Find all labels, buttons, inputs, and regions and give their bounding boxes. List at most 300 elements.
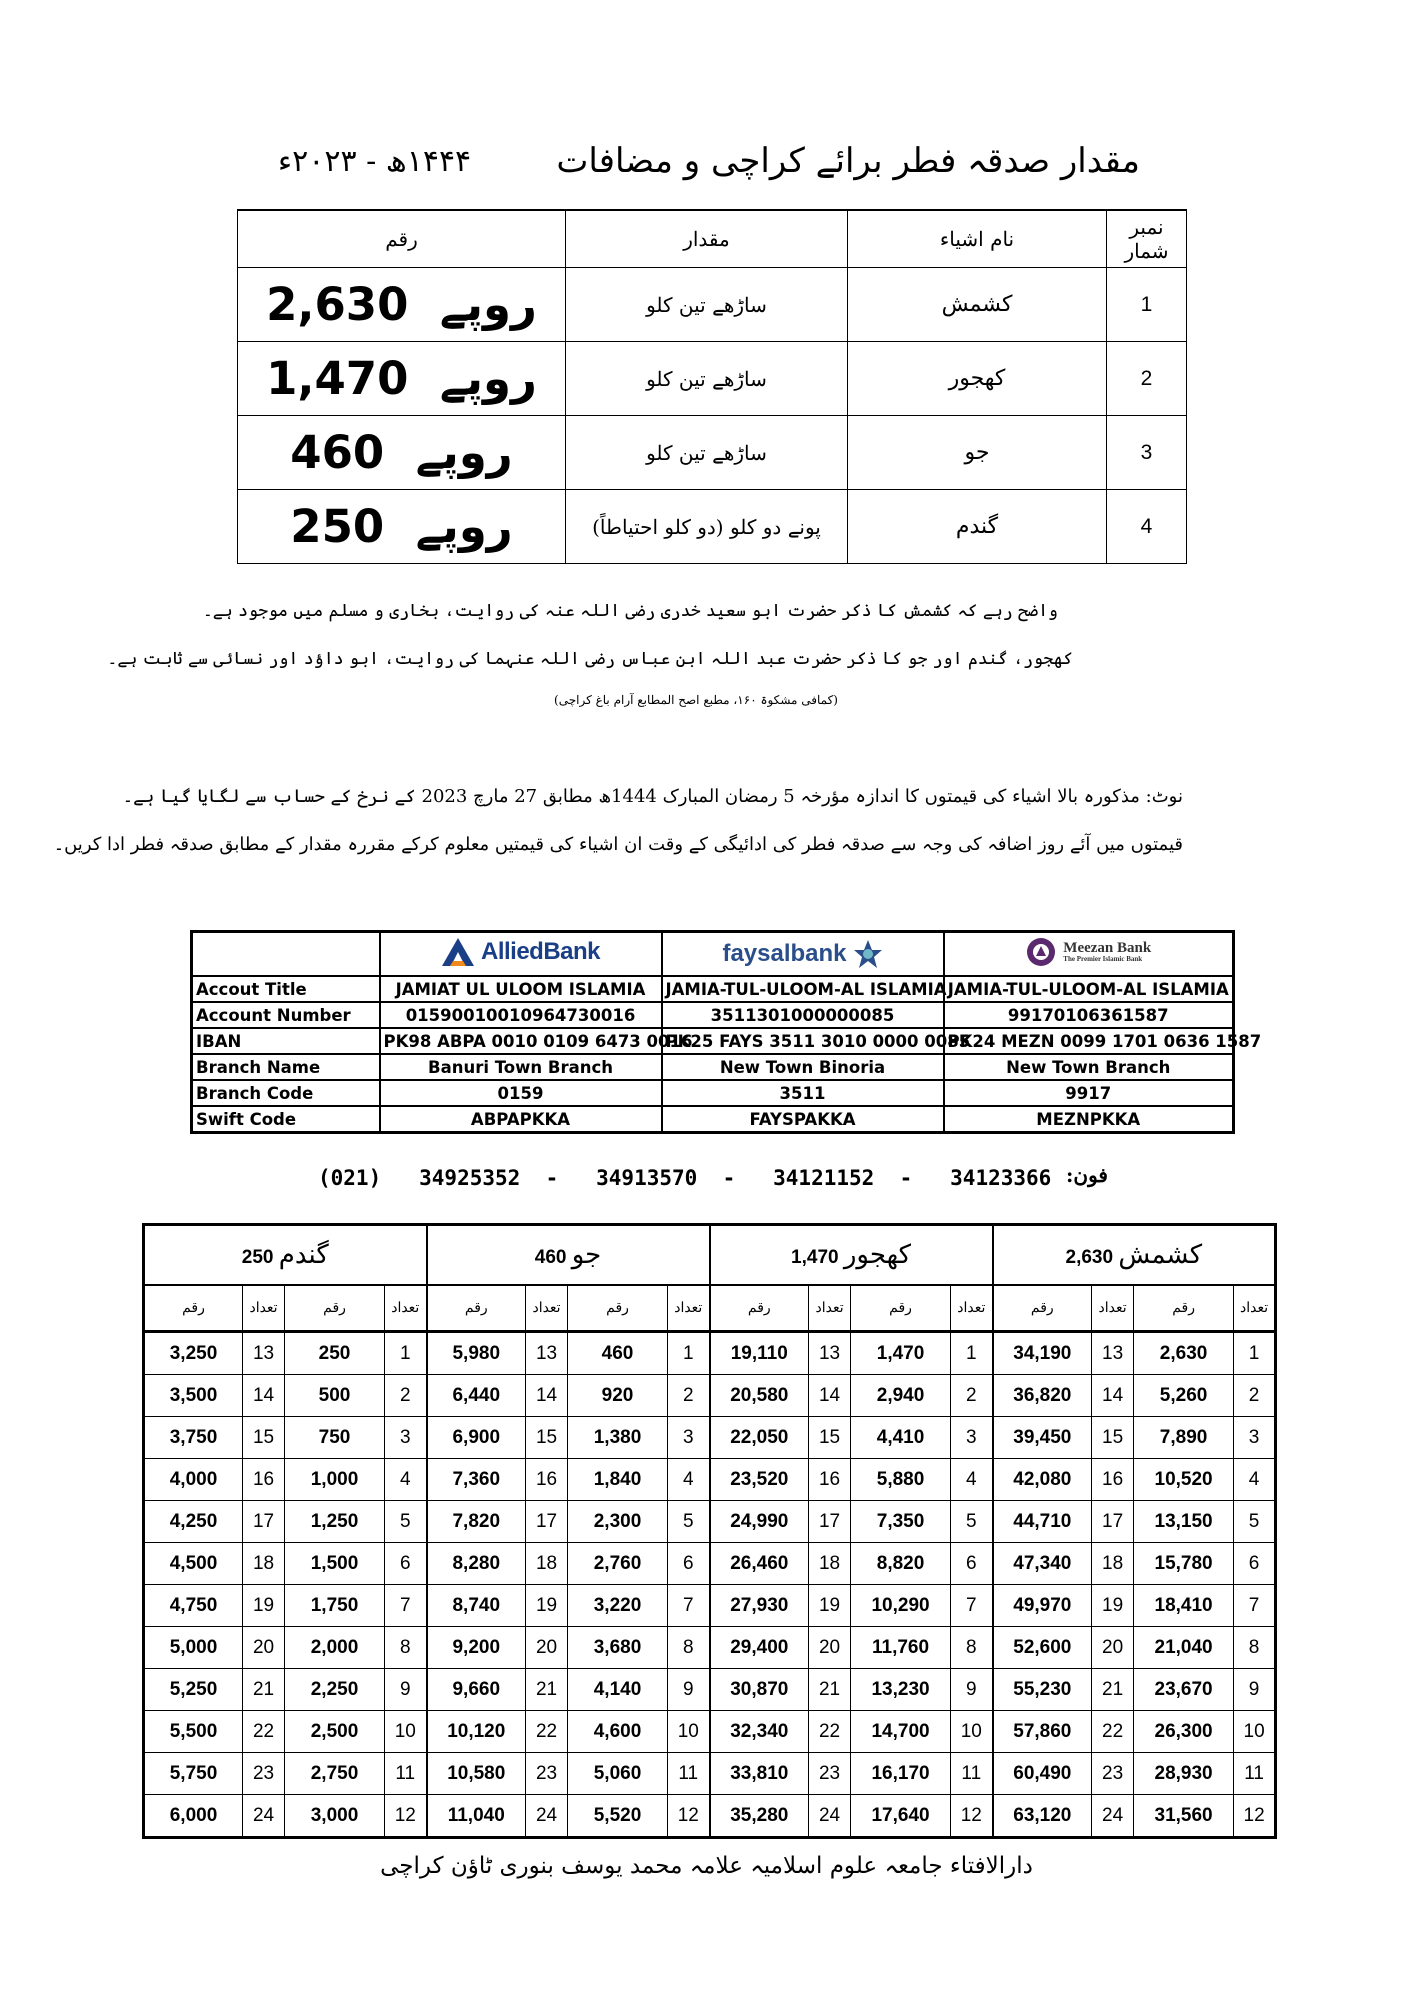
allied-value: PK98 ABPA 0010 0109 6473 0016 — [380, 1028, 662, 1054]
item-quantity: ساڑھے تین کلو — [566, 342, 848, 416]
count-cell: 7 — [668, 1585, 710, 1627]
amount-header: رقم — [144, 1285, 243, 1332]
count-cell: 1 — [951, 1332, 993, 1375]
meezan-value: PK24 MEZN 0099 1701 0636 1587 — [944, 1028, 1234, 1054]
amount-cell: 10,290 — [851, 1585, 951, 1627]
table-row — [144, 1417, 1276, 1459]
count-cell: 24 — [526, 1795, 568, 1838]
faysal-value: PK25 FAYS 3511 3010 0000 0085 — [662, 1028, 944, 1054]
amount-cell: 52,600 — [993, 1627, 1092, 1669]
amount-cell: 16,170 — [851, 1753, 951, 1795]
amount-cell: 5,250 — [144, 1669, 243, 1711]
amount-cell: 18,410 — [1134, 1585, 1234, 1627]
count-cell: 16 — [243, 1459, 285, 1501]
group-price: 460 — [534, 1247, 567, 1268]
count-cell: 10 — [1234, 1711, 1276, 1753]
table-row — [144, 1332, 1276, 1375]
amount-cell: 4,500 — [144, 1543, 243, 1585]
item-name: کھجور — [848, 342, 1107, 416]
amount-cell: 42,080 — [993, 1459, 1092, 1501]
count-cell: 22 — [526, 1711, 568, 1753]
amount-cell: 60,490 — [993, 1753, 1092, 1795]
bank-row — [192, 1106, 1234, 1133]
amount-cell: 2,300 — [568, 1501, 668, 1543]
count-cell: 22 — [809, 1711, 851, 1753]
amount-cell: 6,900 — [427, 1417, 526, 1459]
allied-value: JAMIAT UL ULOOM ISLAMIA — [380, 976, 662, 1002]
faysal-star-icon — [853, 939, 883, 969]
allied-a-icon — [441, 937, 475, 967]
count-cell: 3 — [385, 1417, 427, 1459]
amount-cell: 8,740 — [427, 1585, 526, 1627]
count-cell: 13 — [243, 1332, 285, 1375]
count-cell: 19 — [809, 1585, 851, 1627]
amount-cell: 36,820 — [993, 1375, 1092, 1417]
amount-cell: 63,120 — [993, 1795, 1092, 1838]
count-cell: 12 — [1234, 1795, 1276, 1838]
amount-cell: 19,110 — [710, 1332, 809, 1375]
group-name: گندم — [278, 1240, 329, 1270]
count-cell: 13 — [809, 1332, 851, 1375]
items-row — [238, 416, 1187, 490]
count-cell: 15 — [1092, 1417, 1134, 1459]
note-dates-wheat-barley-reference: کھجور، گندم اور جو کا ذکر حضرت عبد اللہ ابن عباس رضی اللہ عنہما کی روایت، ابو داؤد اور نسائی سے ثابت ہے۔ — [107, 649, 1073, 669]
count-cell: 24 — [809, 1795, 851, 1838]
count-cell: 23 — [526, 1753, 568, 1795]
count-header: تعداد — [385, 1285, 427, 1332]
bank-row — [192, 976, 1234, 1002]
bank-logo-row — [192, 932, 1234, 977]
table-row — [144, 1753, 1276, 1795]
currency-label: روپے — [415, 500, 513, 553]
faysal-value: 3511301000000085 — [662, 1002, 944, 1028]
amount-header: رقم — [568, 1285, 668, 1332]
header-quantity: مقدار — [566, 210, 848, 268]
amount-cell: 13,150 — [1134, 1501, 1234, 1543]
count-cell: 19 — [243, 1585, 285, 1627]
amount-cell: 17,640 — [851, 1795, 951, 1838]
count-cell: 11 — [1234, 1753, 1276, 1795]
count-cell: 16 — [526, 1459, 568, 1501]
count-cell: 7 — [385, 1585, 427, 1627]
meezan-bank-logo-cell — [944, 932, 1234, 977]
amount-cell: 7,350 — [851, 1501, 951, 1543]
group-price: 1,470 — [791, 1247, 839, 1268]
allied-value: ABPAPKKA — [380, 1106, 662, 1133]
allied-value: 01590010010964730016 — [380, 1002, 662, 1028]
amount-cell: 6,440 — [427, 1375, 526, 1417]
amount-cell: 7,360 — [427, 1459, 526, 1501]
count-cell: 1 — [668, 1332, 710, 1375]
amount-cell: 1,000 — [285, 1459, 385, 1501]
amount-cell: 1,250 — [285, 1501, 385, 1543]
count-cell: 15 — [809, 1417, 851, 1459]
amount-cell: 2,500 — [285, 1711, 385, 1753]
count-cell: 11 — [668, 1753, 710, 1795]
group-header — [993, 1225, 1276, 1286]
faysal-value: New Town Binoria — [662, 1054, 944, 1080]
table-row — [144, 1627, 1276, 1669]
amount-cell: 29,400 — [710, 1627, 809, 1669]
amount-cell: 26,300 — [1134, 1711, 1234, 1753]
amount-cell: 3,750 — [144, 1417, 243, 1459]
count-cell: 9 — [668, 1669, 710, 1711]
amount-cell: 9,200 — [427, 1627, 526, 1669]
count-cell: 4 — [668, 1459, 710, 1501]
bank-row-label: IBAN — [192, 1028, 380, 1054]
count-cell: 21 — [1092, 1669, 1134, 1711]
count-cell: 10 — [668, 1711, 710, 1753]
item-serial: 1 — [1107, 268, 1187, 342]
item-quantity: پونے دو کلو (دو کلو احتیاطاً) — [566, 490, 848, 564]
amount-cell: 9,660 — [427, 1669, 526, 1711]
amount-cell: 5,260 — [1134, 1375, 1234, 1417]
amount-cell: 39,450 — [993, 1417, 1092, 1459]
count-cell: 3 — [668, 1417, 710, 1459]
header-amount: رقم — [238, 210, 566, 268]
meezan-value: JAMIA-TUL-ULOOM-AL ISLAMIA — [944, 976, 1234, 1002]
page-title — [240, 140, 1140, 190]
count-cell: 14 — [1092, 1375, 1134, 1417]
amount-cell: 8,820 — [851, 1543, 951, 1585]
amount-cell: 5,750 — [144, 1753, 243, 1795]
group-header — [427, 1225, 710, 1286]
amount-cell: 7,820 — [427, 1501, 526, 1543]
bank-row — [192, 1054, 1234, 1080]
count-cell: 5 — [668, 1501, 710, 1543]
amount-cell: 2,940 — [851, 1375, 951, 1417]
amount-cell: 30,870 — [710, 1669, 809, 1711]
footer-institution: دارالافتاء جامعہ علوم اسلامیہ علامہ محمد یوسف بنوری ٹاؤن کراچی — [380, 1853, 1033, 1879]
bank-row — [192, 1002, 1234, 1028]
count-cell: 10 — [951, 1711, 993, 1753]
table-row — [144, 1669, 1276, 1711]
faysal-bank-logo-text: faysalbank — [722, 940, 847, 967]
count-cell: 11 — [385, 1753, 427, 1795]
items-row — [238, 490, 1187, 564]
group-header — [710, 1225, 993, 1286]
amount-cell: 23,670 — [1134, 1669, 1234, 1711]
item-amount — [238, 416, 566, 490]
count-cell: 21 — [243, 1669, 285, 1711]
count-cell: 20 — [1092, 1627, 1134, 1669]
count-cell: 9 — [1234, 1669, 1276, 1711]
count-cell: 18 — [526, 1543, 568, 1585]
count-cell: 13 — [526, 1332, 568, 1375]
count-cell: 7 — [951, 1585, 993, 1627]
count-cell: 12 — [951, 1795, 993, 1838]
faysal-bank-logo-cell — [662, 932, 944, 977]
amount-header: رقم — [851, 1285, 951, 1332]
faysal-value: FAYSPAKKA — [662, 1106, 944, 1133]
count-cell: 15 — [243, 1417, 285, 1459]
item-serial: 2 — [1107, 342, 1187, 416]
allied-bank-logo-text: AlliedBank — [480, 938, 601, 965]
bank-accounts-table — [190, 930, 1262, 1134]
group-price: 250 — [241, 1247, 274, 1268]
items-header-row — [238, 210, 1187, 268]
amount-cell: 5,000 — [144, 1627, 243, 1669]
count-cell: 24 — [1092, 1795, 1134, 1838]
amount-cell: 20,580 — [710, 1375, 809, 1417]
amount-cell: 2,750 — [285, 1753, 385, 1795]
bank-row — [192, 1028, 1234, 1054]
note-raisin-reference: واضح رہے کہ کشمش کا ذکر حضرت ابو سعید خدری رضی اللہ عنہ کی روایت، بخاری و مسلم میں موجود ہے۔ — [202, 601, 1058, 621]
items-row — [238, 268, 1187, 342]
count-cell: 18 — [1092, 1543, 1134, 1585]
amount-cell: 3,250 — [144, 1332, 243, 1375]
count-cell: 6 — [951, 1543, 993, 1585]
note-price-date: نوٹ: مذکورہ بالا اشیاء کی قیمتوں کا اندازہ مؤرخہ 5 رمضان المبارک 1444ھ مطابق 27 مارچ 2023 کے نرخ کے حساب سے لگایا گیا ہے۔ — [122, 786, 1183, 807]
item-name: گندم — [848, 490, 1107, 564]
group-header — [144, 1225, 427, 1286]
count-cell: 17 — [243, 1501, 285, 1543]
multiples-table — [142, 1223, 1277, 1839]
count-cell: 15 — [526, 1417, 568, 1459]
items-row — [238, 342, 1187, 416]
amount-cell: 47,340 — [993, 1543, 1092, 1585]
amount-cell: 5,060 — [568, 1753, 668, 1795]
meezan-bank-logo — [1025, 936, 1151, 968]
amount-cell: 5,980 — [427, 1332, 526, 1375]
count-cell: 21 — [526, 1669, 568, 1711]
amount-cell: 5,880 — [851, 1459, 951, 1501]
amount-cell: 7,890 — [1134, 1417, 1234, 1459]
meezan-value: 99170106361587 — [944, 1002, 1234, 1028]
amount-cell: 3,680 — [568, 1627, 668, 1669]
amount-cell: 1,470 — [851, 1332, 951, 1375]
title-year: ۱۴۴۴ھ - ۲۰۲۳ء — [278, 144, 472, 179]
empty-cell — [192, 932, 380, 977]
count-cell: 17 — [526, 1501, 568, 1543]
count-cell: 4 — [385, 1459, 427, 1501]
count-header: تعداد — [1234, 1285, 1276, 1332]
item-quantity: ساڑھے تین کلو — [566, 268, 848, 342]
amount-cell: 4,140 — [568, 1669, 668, 1711]
count-cell: 6 — [385, 1543, 427, 1585]
count-cell: 2 — [1234, 1375, 1276, 1417]
count-cell: 1 — [1234, 1332, 1276, 1375]
count-cell: 21 — [809, 1669, 851, 1711]
phone-numbers: (021) 34925352 - 34913570 - 34121152 - 34123366 — [318, 1166, 1052, 1190]
count-cell: 14 — [526, 1375, 568, 1417]
count-header: تعداد — [526, 1285, 568, 1332]
group-name: جو — [571, 1240, 602, 1270]
count-header: تعداد — [243, 1285, 285, 1332]
phone-label: فون: — [1066, 1163, 1108, 1187]
item-name: کشمش — [848, 268, 1107, 342]
amount-cell: 11,760 — [851, 1627, 951, 1669]
count-cell: 24 — [243, 1795, 285, 1838]
count-cell: 19 — [526, 1585, 568, 1627]
amount-cell: 14,700 — [851, 1711, 951, 1753]
bank-row-label: Branch Name — [192, 1054, 380, 1080]
item-serial: 3 — [1107, 416, 1187, 490]
count-cell: 18 — [243, 1543, 285, 1585]
amount-cell: 250 — [285, 1332, 385, 1375]
count-cell: 5 — [951, 1501, 993, 1543]
table-row — [144, 1585, 1276, 1627]
amount-value: 1,470 — [266, 352, 409, 405]
count-cell: 3 — [1234, 1417, 1276, 1459]
count-cell: 17 — [809, 1501, 851, 1543]
count-cell: 12 — [385, 1795, 427, 1838]
group-header-row — [144, 1225, 1276, 1286]
count-header: تعداد — [951, 1285, 993, 1332]
count-cell: 17 — [1092, 1501, 1134, 1543]
count-cell: 2 — [668, 1375, 710, 1417]
bank-row — [192, 1080, 1234, 1106]
allied-value: 0159 — [380, 1080, 662, 1106]
amount-cell: 33,810 — [710, 1753, 809, 1795]
amount-cell: 23,520 — [710, 1459, 809, 1501]
amount-cell: 4,410 — [851, 1417, 951, 1459]
count-cell: 1 — [385, 1332, 427, 1375]
sub-header-row — [144, 1285, 1276, 1332]
count-cell: 18 — [809, 1543, 851, 1585]
amount-cell: 1,750 — [285, 1585, 385, 1627]
count-cell: 9 — [951, 1669, 993, 1711]
currency-label: روپے — [415, 426, 513, 479]
amount-cell: 24,990 — [710, 1501, 809, 1543]
title-main: مقدار صدقہ فطر برائے کراچی و مضافات — [556, 141, 1140, 181]
count-header: تعداد — [1092, 1285, 1134, 1332]
amount-cell: 32,340 — [710, 1711, 809, 1753]
count-cell: 20 — [526, 1627, 568, 1669]
faysal-value: JAMIA-TUL-ULOOM-AL ISLAMIA — [662, 976, 944, 1002]
amount-cell: 35,280 — [710, 1795, 809, 1838]
amount-cell: 1,500 — [285, 1543, 385, 1585]
count-cell: 16 — [809, 1459, 851, 1501]
amount-cell: 21,040 — [1134, 1627, 1234, 1669]
count-cell: 3 — [951, 1417, 993, 1459]
amount-cell: 3,500 — [144, 1375, 243, 1417]
amount-cell: 5,520 — [568, 1795, 668, 1838]
meezan-emblem-icon — [1025, 936, 1057, 968]
meezan-bank-logo-text: Meezan Bank — [1063, 940, 1152, 956]
count-cell: 9 — [385, 1669, 427, 1711]
count-cell: 23 — [809, 1753, 851, 1795]
amount-cell: 13,230 — [851, 1669, 951, 1711]
faysal-bank-logo — [722, 939, 882, 969]
table-row — [144, 1543, 1276, 1585]
item-amount — [238, 268, 566, 342]
allied-bank-logo-cell — [380, 932, 662, 977]
amount-cell: 10,520 — [1134, 1459, 1234, 1501]
amount-cell: 22,050 — [710, 1417, 809, 1459]
count-cell: 14 — [809, 1375, 851, 1417]
group-name: کشمش — [1118, 1240, 1203, 1270]
count-cell: 16 — [1092, 1459, 1134, 1501]
amount-cell: 10,120 — [427, 1711, 526, 1753]
amount-cell: 4,600 — [568, 1711, 668, 1753]
amount-cell: 27,930 — [710, 1585, 809, 1627]
amount-cell: 6,000 — [144, 1795, 243, 1838]
amount-cell: 10,580 — [427, 1753, 526, 1795]
allied-value: Banuri Town Branch — [380, 1054, 662, 1080]
phone-row — [318, 1163, 1108, 1196]
amount-header: رقم — [427, 1285, 526, 1332]
amount-cell: 4,000 — [144, 1459, 243, 1501]
amount-cell: 500 — [285, 1375, 385, 1417]
amount-cell: 1,380 — [568, 1417, 668, 1459]
bank-row-label: Swift Code — [192, 1106, 380, 1133]
amount-header: رقم — [285, 1285, 385, 1332]
amount-cell: 4,750 — [144, 1585, 243, 1627]
amount-cell: 44,710 — [993, 1501, 1092, 1543]
amount-cell: 11,040 — [427, 1795, 526, 1838]
count-cell: 13 — [1092, 1332, 1134, 1375]
amount-cell: 8,280 — [427, 1543, 526, 1585]
amount-header: رقم — [710, 1285, 809, 1332]
count-cell: 8 — [1234, 1627, 1276, 1669]
table-row — [144, 1711, 1276, 1753]
count-header: تعداد — [809, 1285, 851, 1332]
count-header: تعداد — [668, 1285, 710, 1332]
count-cell: 20 — [243, 1627, 285, 1669]
amount-cell: 5,500 — [144, 1711, 243, 1753]
amount-cell: 3,000 — [285, 1795, 385, 1838]
count-cell: 2 — [951, 1375, 993, 1417]
table-row — [144, 1375, 1276, 1417]
count-cell: 23 — [243, 1753, 285, 1795]
count-cell: 4 — [951, 1459, 993, 1501]
meezan-value: MEZNPKKA — [944, 1106, 1234, 1133]
item-name: جو — [848, 416, 1107, 490]
count-cell: 8 — [385, 1627, 427, 1669]
meezan-value: 9917 — [944, 1080, 1234, 1106]
bank-row-label: Accout Title — [192, 976, 380, 1002]
amount-cell: 26,460 — [710, 1543, 809, 1585]
amount-cell: 49,970 — [993, 1585, 1092, 1627]
count-cell: 8 — [668, 1627, 710, 1669]
amount-cell: 31,560 — [1134, 1795, 1234, 1838]
count-cell: 4 — [1234, 1459, 1276, 1501]
count-cell: 23 — [1092, 1753, 1134, 1795]
count-cell: 5 — [1234, 1501, 1276, 1543]
amount-cell: 2,630 — [1134, 1332, 1234, 1375]
item-amount — [238, 342, 566, 416]
count-cell: 5 — [385, 1501, 427, 1543]
group-price: 2,630 — [1065, 1247, 1114, 1268]
amount-cell: 750 — [285, 1417, 385, 1459]
items-table — [237, 209, 1187, 564]
amount-cell: 920 — [568, 1375, 668, 1417]
header-serial: نمبر شمار — [1107, 210, 1187, 268]
count-cell: 10 — [385, 1711, 427, 1753]
group-name: کھجور — [843, 1240, 912, 1270]
amount-value: 250 — [290, 500, 385, 553]
amount-cell: 55,230 — [993, 1669, 1092, 1711]
count-cell: 22 — [243, 1711, 285, 1753]
table-row — [144, 1459, 1276, 1501]
count-cell: 19 — [1092, 1585, 1134, 1627]
table-row — [144, 1501, 1276, 1543]
amount-header: رقم — [1134, 1285, 1234, 1332]
amount-header: رقم — [993, 1285, 1092, 1332]
bank-row-label: Branch Code — [192, 1080, 380, 1106]
amount-cell: 2,000 — [285, 1627, 385, 1669]
allied-bank-logo — [441, 937, 600, 967]
count-cell: 14 — [243, 1375, 285, 1417]
faysal-value: 3511 — [662, 1080, 944, 1106]
amount-cell: 57,860 — [993, 1711, 1092, 1753]
amount-cell: 2,760 — [568, 1543, 668, 1585]
item-serial: 4 — [1107, 490, 1187, 564]
note-price-advice: قیمتوں میں آئے روز اضافہ کی وجہ سے صدقہ فطر کی ادائیگی کے وقت ان اشیاء کی قیمتیں معلوم کرکے مقررہ مقدار کے مطابق صدقہ فطر ادا کریں۔ — [53, 834, 1183, 855]
count-cell: 20 — [809, 1627, 851, 1669]
count-cell: 8 — [951, 1627, 993, 1669]
